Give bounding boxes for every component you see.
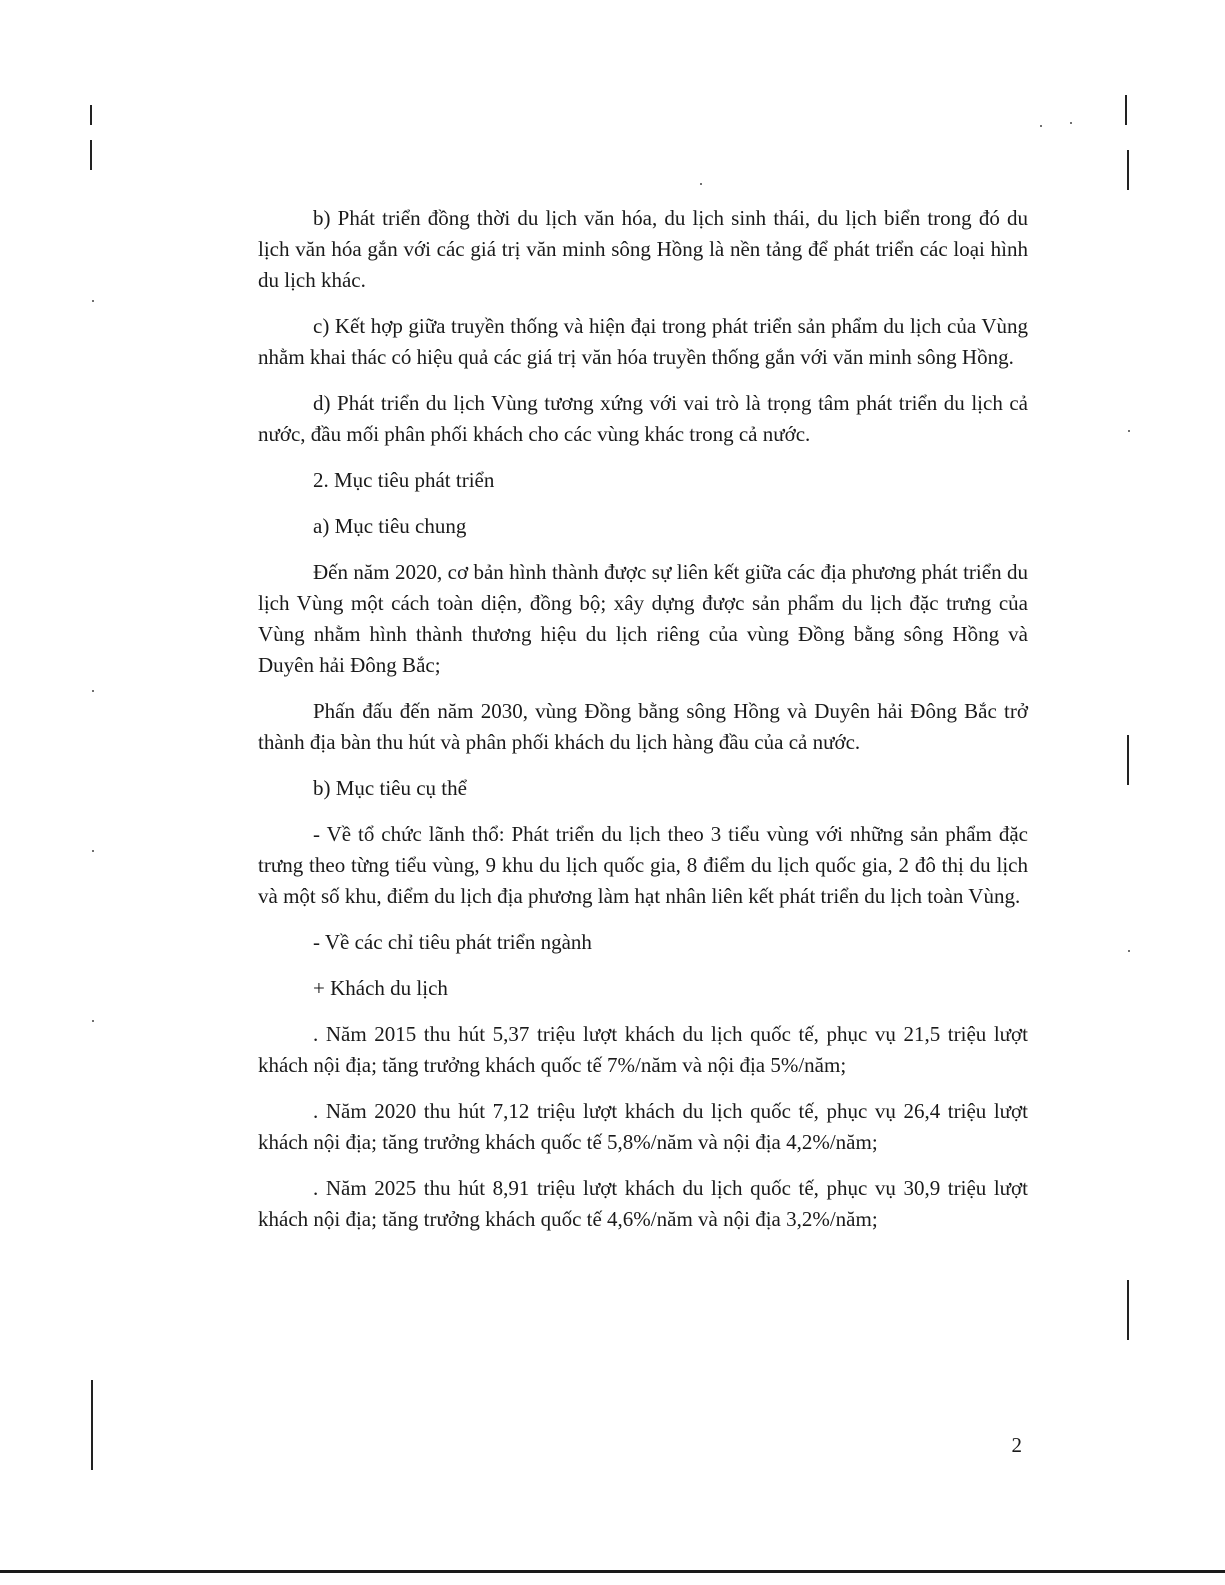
scan-edge-left	[90, 105, 92, 125]
subsection-heading-specific: b) Mục tiêu cụ thể	[313, 776, 467, 800]
paragraph-2020-goal: Đến năm 2020, cơ bản hình thành được sự liên kết giữa các địa phương phát triển du lịch Vùng một cách toàn diện, đồng bộ; xây dựng được sản phẩm du lịch đặc trưng của Vùng nhằm hình thành thương hiệu du lịch riêng của vùng Đồng bằng sông Hồng và Duyên hải Đông Bắc;	[258, 560, 1028, 677]
scan-speck	[700, 183, 702, 185]
scan-speck	[92, 850, 94, 852]
scan-speck	[1070, 122, 1072, 124]
heading-targets: - Về các chỉ tiêu phát triển ngành	[313, 930, 592, 954]
scan-edge-right	[1127, 150, 1129, 190]
scan-speck	[1040, 125, 1042, 127]
scan-edge-left	[91, 1380, 93, 1470]
scan-bottom-edge	[0, 1570, 1225, 1573]
page-number: 2	[1011, 1433, 1022, 1457]
scan-speck	[92, 1020, 94, 1022]
paragraph-2025-visitors: . Năm 2025 thu hút 8,91 triệu lượt khách du lịch quốc tế, phục vụ 30,9 triệu lượt khách nội địa; tăng trưởng khách quốc tế 4,6%/năm và nội địa 3,2%/năm;	[258, 1176, 1028, 1231]
scan-speck	[92, 690, 94, 692]
scan-speck	[1128, 950, 1130, 952]
paragraph-b: b) Phát triển đồng thời du lịch văn hóa, du lịch sinh thái, du lịch biển trong đó du lịch văn hóa gắn với các giá trị văn minh sông Hồng là nền tảng để phát triển các loại hình du lịch khác.	[258, 206, 1028, 292]
heading-visitors: + Khách du lịch	[313, 976, 448, 1000]
subsection-heading-general: a) Mục tiêu chung	[313, 514, 467, 538]
paragraph-2030-goal: Phấn đấu đến năm 2030, vùng Đồng bằng sông Hồng và Duyên hải Đông Bắc trở thành địa bàn thu hút và phân phối khách du lịch hàng đầu của cả nước.	[258, 699, 1028, 754]
paragraph-territorial: - Về tổ chức lãnh thổ: Phát triển du lịch theo 3 tiểu vùng với những sản phẩm đặc trưng theo từng tiểu vùng, 9 khu du lịch quốc gia, 8 điểm du lịch quốc gia, 2 đô thị du lịch và một số khu, điểm du lịch địa phương làm hạt nhân liên kết phát triển du lịch toàn Vùng.	[258, 822, 1028, 908]
paragraph-2015-visitors: . Năm 2015 thu hút 5,37 triệu lượt khách du lịch quốc tế, phục vụ 21,5 triệu lượt khách nội địa; tăng trưởng khách quốc tế 7%/năm và nội địa 5%/năm;	[258, 1022, 1028, 1077]
scan-edge-right	[1125, 95, 1127, 125]
scan-speck	[92, 300, 94, 302]
scan-edge-left	[90, 140, 92, 170]
scan-edge-right	[1127, 735, 1129, 785]
document-body	[258, 203, 1028, 1250]
paragraph-d: d) Phát triển du lịch Vùng tương xứng với vai trò là trọng tâm phát triển du lịch cả nước, đầu mối phân phối khách cho các vùng khác trong cả nước.	[258, 391, 1028, 446]
scan-edge-right	[1127, 1280, 1129, 1340]
paragraph-2020-visitors: . Năm 2020 thu hút 7,12 triệu lượt khách du lịch quốc tế, phục vụ 26,4 triệu lượt khách nội địa; tăng trưởng khách quốc tế 5,8%/năm và nội địa 4,2%/năm;	[258, 1099, 1028, 1154]
paragraph-c: c) Kết hợp giữa truyền thống và hiện đại trong phát triển sản phẩm du lịch của Vùng nhằm khai thác có hiệu quả các giá trị văn hóa truyền thống gắn với văn minh sông Hồng.	[258, 314, 1028, 369]
scan-speck	[1128, 430, 1130, 432]
section-heading: 2. Mục tiêu phát triển	[313, 468, 495, 492]
